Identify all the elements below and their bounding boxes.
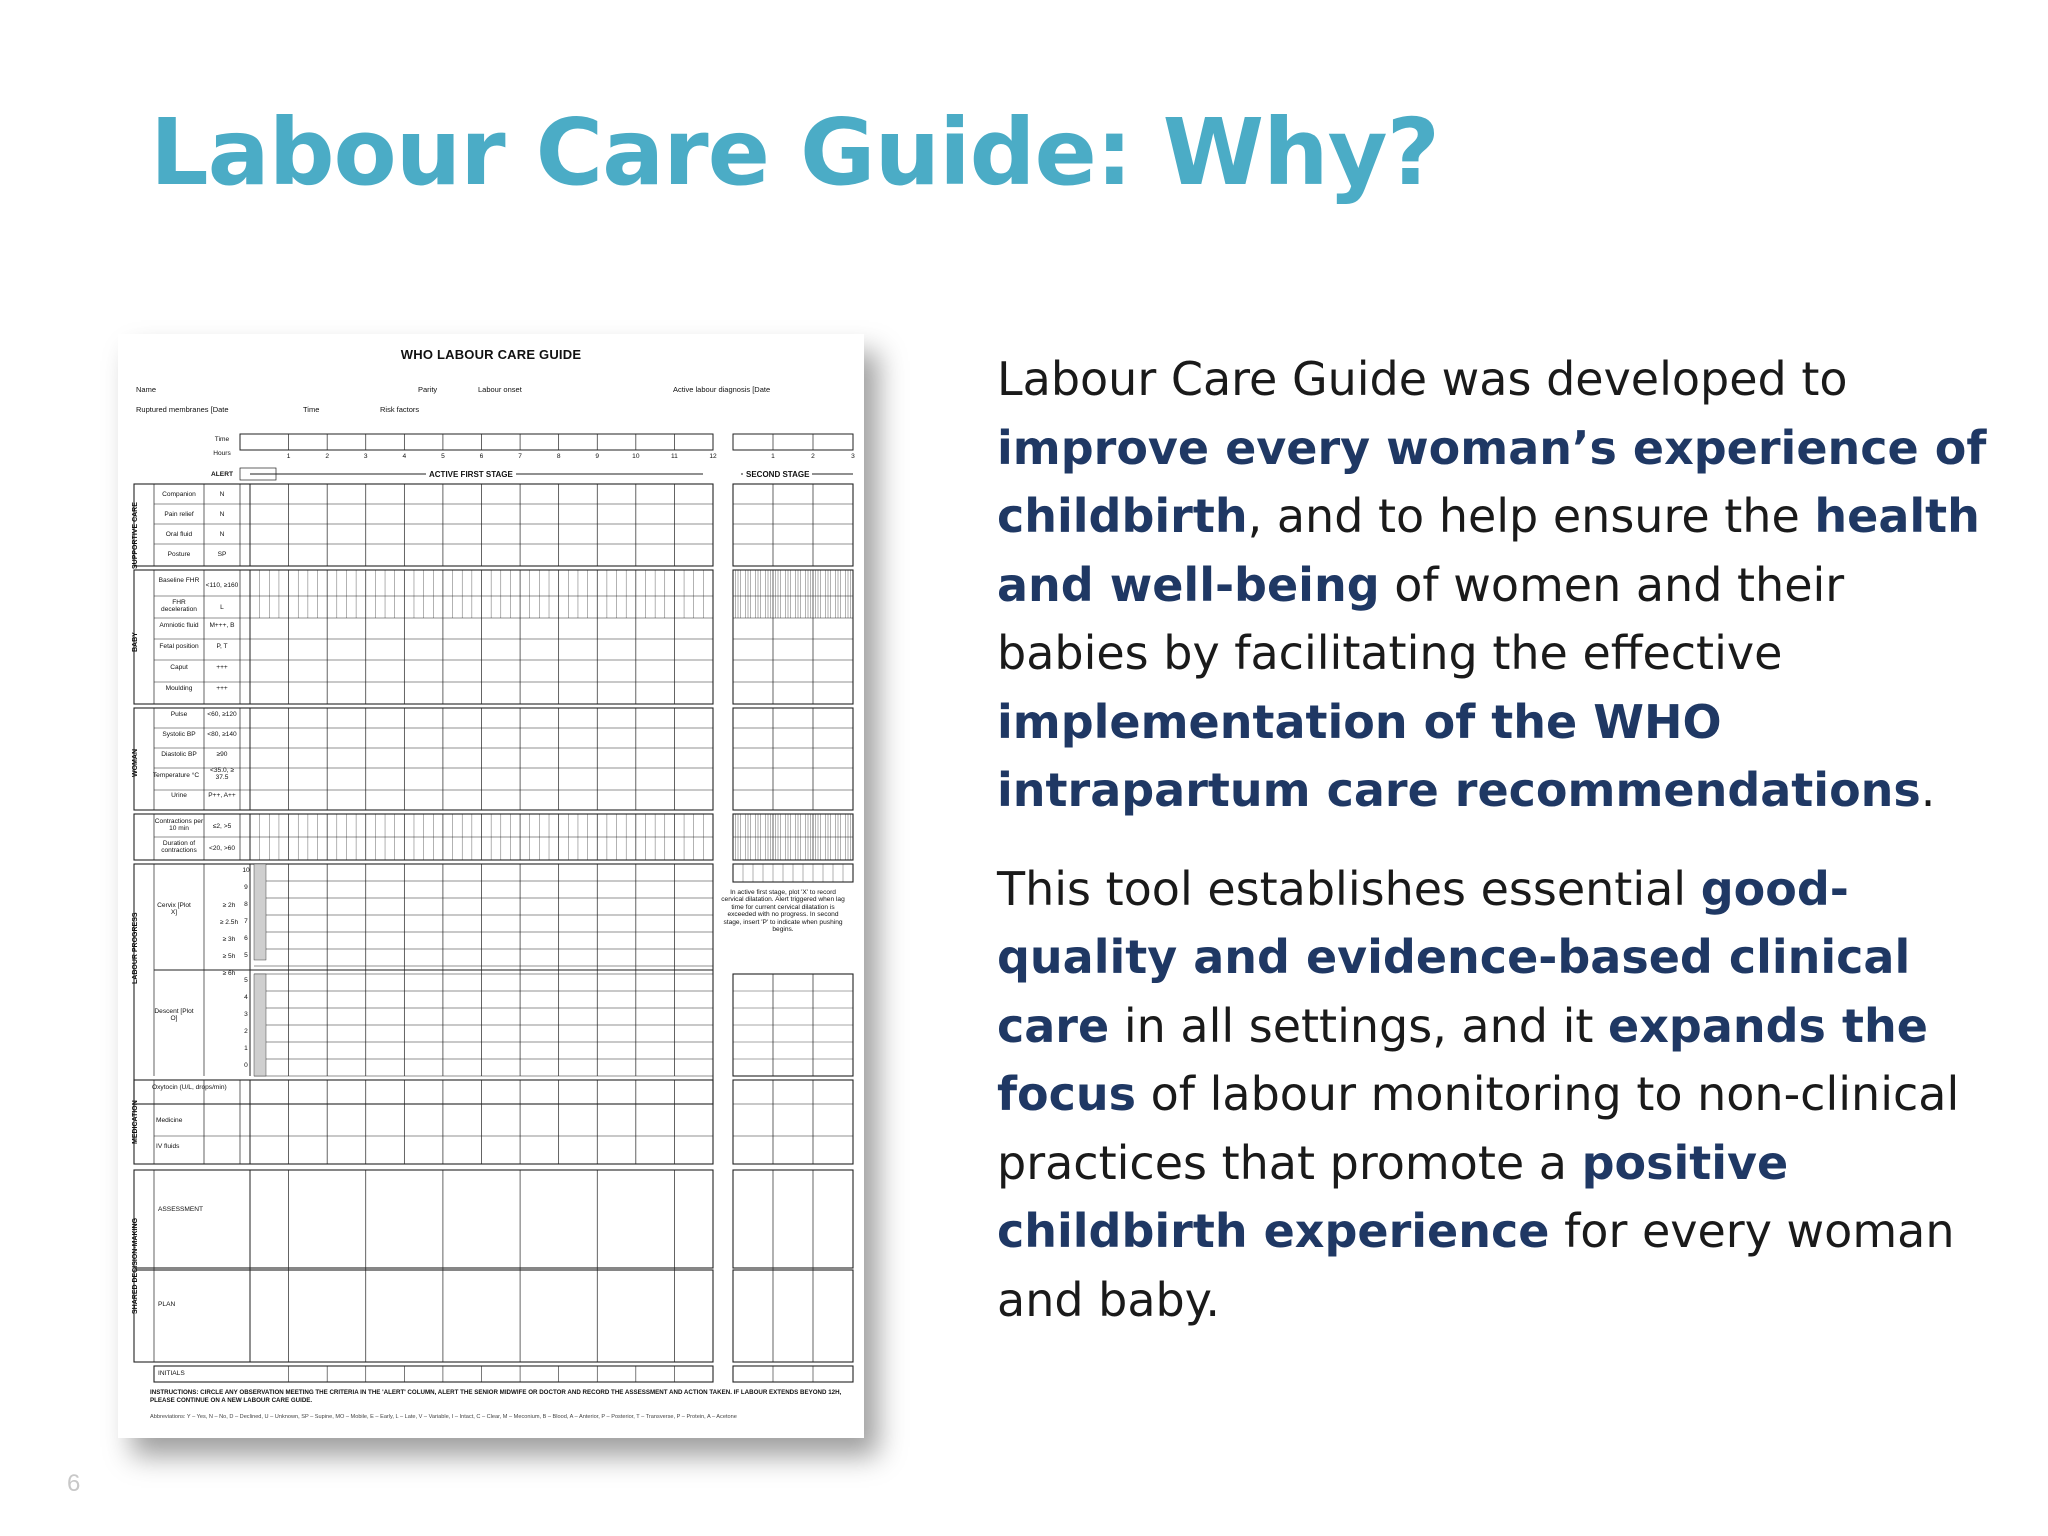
alert-urine: P++, A++ — [208, 792, 236, 799]
row-plan: PLAN — [158, 1301, 176, 1308]
row-initials: INITIALS — [158, 1370, 185, 1377]
header-risk: Risk factors — [380, 405, 420, 414]
alert-pain-relief: N — [219, 511, 225, 518]
paragraph1-text-1: Labour Care Guide was developed to — [997, 352, 1848, 406]
alert-contractions: ≤2, >5 — [212, 823, 232, 830]
paragraph1-text-3: of women and their babies by facilitating the effective — [997, 557, 1845, 680]
cervix-number: 8 — [244, 901, 248, 908]
section-baby: BABY — [132, 632, 139, 652]
paragraph-development — [997, 345, 1997, 825]
alert-fetal-position: P, T — [216, 643, 228, 650]
row-pulse: Pulse — [170, 711, 188, 718]
alert-cervix-9: ≥ 3h — [222, 936, 236, 943]
row-caput: Caput — [170, 664, 188, 671]
form-grid — [118, 334, 864, 1438]
second-stage-hour-number: 3 — [851, 453, 855, 460]
descent-number: 5 — [244, 977, 248, 984]
cervix-number: 5 — [244, 952, 248, 959]
header-labour-onset: Labour onset — [478, 385, 522, 394]
alert-amniotic-fluid: M+++, B — [209, 622, 235, 629]
hour-number: 2 — [325, 453, 329, 460]
header-time: Time — [303, 405, 320, 414]
header-parity: Parity — [418, 385, 438, 394]
hour-number: 7 — [518, 453, 522, 460]
cervix-number: 10 — [242, 867, 250, 874]
alert-moulding: +++ — [216, 685, 228, 692]
cervix-note: In active first stage, plot 'X' to record cervical dilatation. Alert triggered when lag time for current cervical dilatation is exceeded with no progress. In second stage, insert 'P' to indicate when pushing begins. — [721, 889, 845, 933]
row-posture: Posture — [167, 551, 191, 558]
alert-posture: SP — [217, 551, 227, 558]
hours-label: Hours — [213, 450, 231, 457]
paragraph1-highlight-1: improve every woman’s experience of childbirth — [997, 420, 1987, 543]
labour-care-guide-form — [118, 334, 864, 1438]
row-temperature: Temperature °C — [152, 772, 200, 779]
row-contractions: Contractions per 10 min — [154, 818, 204, 832]
header-ruptured: Ruptured membranes [Date — [136, 405, 229, 414]
body-text — [997, 345, 1997, 1334]
row-pain-relief: Pain relief — [164, 511, 194, 518]
form-abbreviations: Abbreviations: Y – Yes, N – No, D – Declined, U – Unknown, SP – Supine, MO – Mobile, E – Early, L – Late, V – Variable, I – Intact, C – Clear, M – Meconium, B – Blood, A – Anterior, P – Posterior, T – Transverse, P – Protein, A – Acetone — [150, 1414, 737, 1420]
hour-number: 6 — [479, 453, 484, 460]
paragraph1-text-4: . — [1920, 763, 1936, 817]
hour-number: 12 — [709, 453, 717, 460]
row-moulding: Moulding — [165, 685, 193, 692]
row-assessment: ASSESSMENT — [158, 1206, 204, 1213]
row-cervix: Cervix [Plot X] — [157, 902, 191, 916]
page-number: 6 — [67, 1470, 81, 1497]
alert-temperature: <35.0, ≥ 37.5 — [210, 767, 234, 781]
section-supportive-care: SUPPORTIVE CARE — [132, 502, 139, 569]
row-oral-fluid: Oral fluid — [165, 531, 193, 538]
active-first-stage-label: ACTIVE FIRST STAGE — [426, 470, 516, 479]
second-stage-label: SECOND STAGE — [743, 470, 812, 479]
paragraph2-highlight-1: good-quality and evidence-based clinical care — [997, 861, 1911, 1053]
paragraph2-text-4: for every woman and baby. — [997, 1204, 1955, 1327]
second-stage-hour-number: 1 — [771, 453, 775, 460]
hour-number: 3 — [363, 453, 368, 460]
descent-number: 1 — [244, 1045, 248, 1052]
alert-caput: +++ — [216, 664, 228, 671]
descent-number: 3 — [244, 1011, 248, 1018]
cervix-number: 7 — [244, 918, 248, 925]
paragraph2-text-1: This tool establishes essential — [997, 861, 1701, 916]
row-systolic-bp: Systolic BP — [162, 731, 196, 738]
paragraph2-text-2: in all settings, and it — [1109, 998, 1609, 1053]
hour-number: 10 — [632, 453, 640, 460]
row-iv-fluids: IV fluids — [156, 1143, 180, 1150]
paragraph2-text-3: of labour monitoring to non-clinical practices that promote a — [997, 1067, 1960, 1190]
time-label: Time — [214, 436, 230, 443]
alert-baseline-fhr: <110, ≥160 — [205, 582, 239, 589]
paragraph1-highlight-2: health and well-being — [997, 489, 1980, 612]
row-duration: Duration of contractions — [161, 840, 197, 854]
alert-fhr-deceleration: L — [220, 604, 224, 611]
header-name: Name — [136, 385, 157, 394]
paragraph2-highlight-2: expands the focus — [997, 998, 1928, 1121]
row-companion: Companion — [162, 491, 196, 498]
alert-cervix-8: ≥ 2.5h — [219, 919, 239, 926]
alert-diastolic-bp: ≥90 — [216, 751, 228, 758]
row-amniotic-fluid: Amniotic fluid — [159, 622, 199, 629]
second-stage-hour-number: 2 — [811, 453, 815, 460]
section-medication: MEDICATION — [132, 1100, 139, 1144]
alert-oral-fluid: N — [219, 531, 225, 538]
alert-systolic-bp: <80, ≥140 — [207, 731, 237, 738]
alert-cervix-10: ≥ 5h — [222, 953, 236, 960]
paragraph-tool — [997, 855, 1997, 1335]
row-descent: Descent [Plot O] — [154, 1008, 194, 1022]
hour-number: 5 — [441, 453, 445, 460]
alert-cervix-11: ≥ 6h — [222, 970, 236, 977]
paragraph1-highlight-3: implementation of the WHO intrapartum care recommendations — [997, 694, 1921, 817]
row-oxytocin: Oxytocin (U/L, drops/min) — [152, 1084, 227, 1091]
slide-title: Labour Care Guide: Why? — [150, 99, 1439, 206]
alert-label: ALERT — [211, 471, 233, 478]
cervix-number: 6 — [244, 935, 248, 942]
paragraph2-highlight-3: positive childbirth experience — [997, 1135, 1789, 1258]
hour-number: 1 — [286, 453, 291, 460]
row-urine: Urine — [171, 792, 187, 799]
hour-number: 4 — [402, 453, 407, 460]
alert-companion: N — [219, 491, 225, 498]
row-baseline-fhr: Baseline FHR — [158, 577, 200, 584]
row-diastolic-bp: Diastolic BP — [161, 751, 197, 758]
header-active-labour: Active labour diagnosis [Date — [673, 385, 771, 394]
alert-cervix-7: ≥ 2h — [222, 902, 236, 909]
row-fetal-position: Fetal position — [159, 643, 199, 650]
hour-number: 9 — [595, 453, 600, 460]
form-title: WHO LABOUR CARE GUIDE — [400, 347, 582, 362]
alert-pulse: <60, ≥120 — [207, 711, 237, 718]
cervix-number: 9 — [244, 884, 248, 891]
section-shared-decision: SHARED DECISION-MAKING — [132, 1217, 139, 1314]
alert-duration: <20, >60 — [208, 845, 236, 852]
descent-number: 2 — [244, 1028, 248, 1035]
row-medicine: Medicine — [156, 1117, 183, 1124]
row-fhr-deceleration: FHR deceleration — [161, 599, 197, 613]
section-woman: WOMAN — [132, 749, 139, 777]
hour-number: 8 — [556, 453, 561, 460]
form-instructions: INSTRUCTIONS: CIRCLE ANY OBSERVATION MEETING THE CRITERIA IN THE 'ALERT' COLUMN, ALERT THE SENIOR MIDWIFE OR DOCTOR AND RECORD THE ASSESSMENT AND ACTION TAKEN. IF LABOUR EXTENDS BEYOND 12H, PLEASE CONTINUE ON A NEW LABOUR CARE GUIDE. — [150, 1389, 842, 1405]
descent-number: 0 — [244, 1062, 248, 1069]
hour-number: 11 — [670, 453, 678, 460]
section-labour-progress: LABOUR PROGRESS — [132, 912, 139, 984]
paragraph1-text-2: , and to help ensure the — [1247, 489, 1815, 543]
descent-number: 4 — [244, 994, 248, 1001]
